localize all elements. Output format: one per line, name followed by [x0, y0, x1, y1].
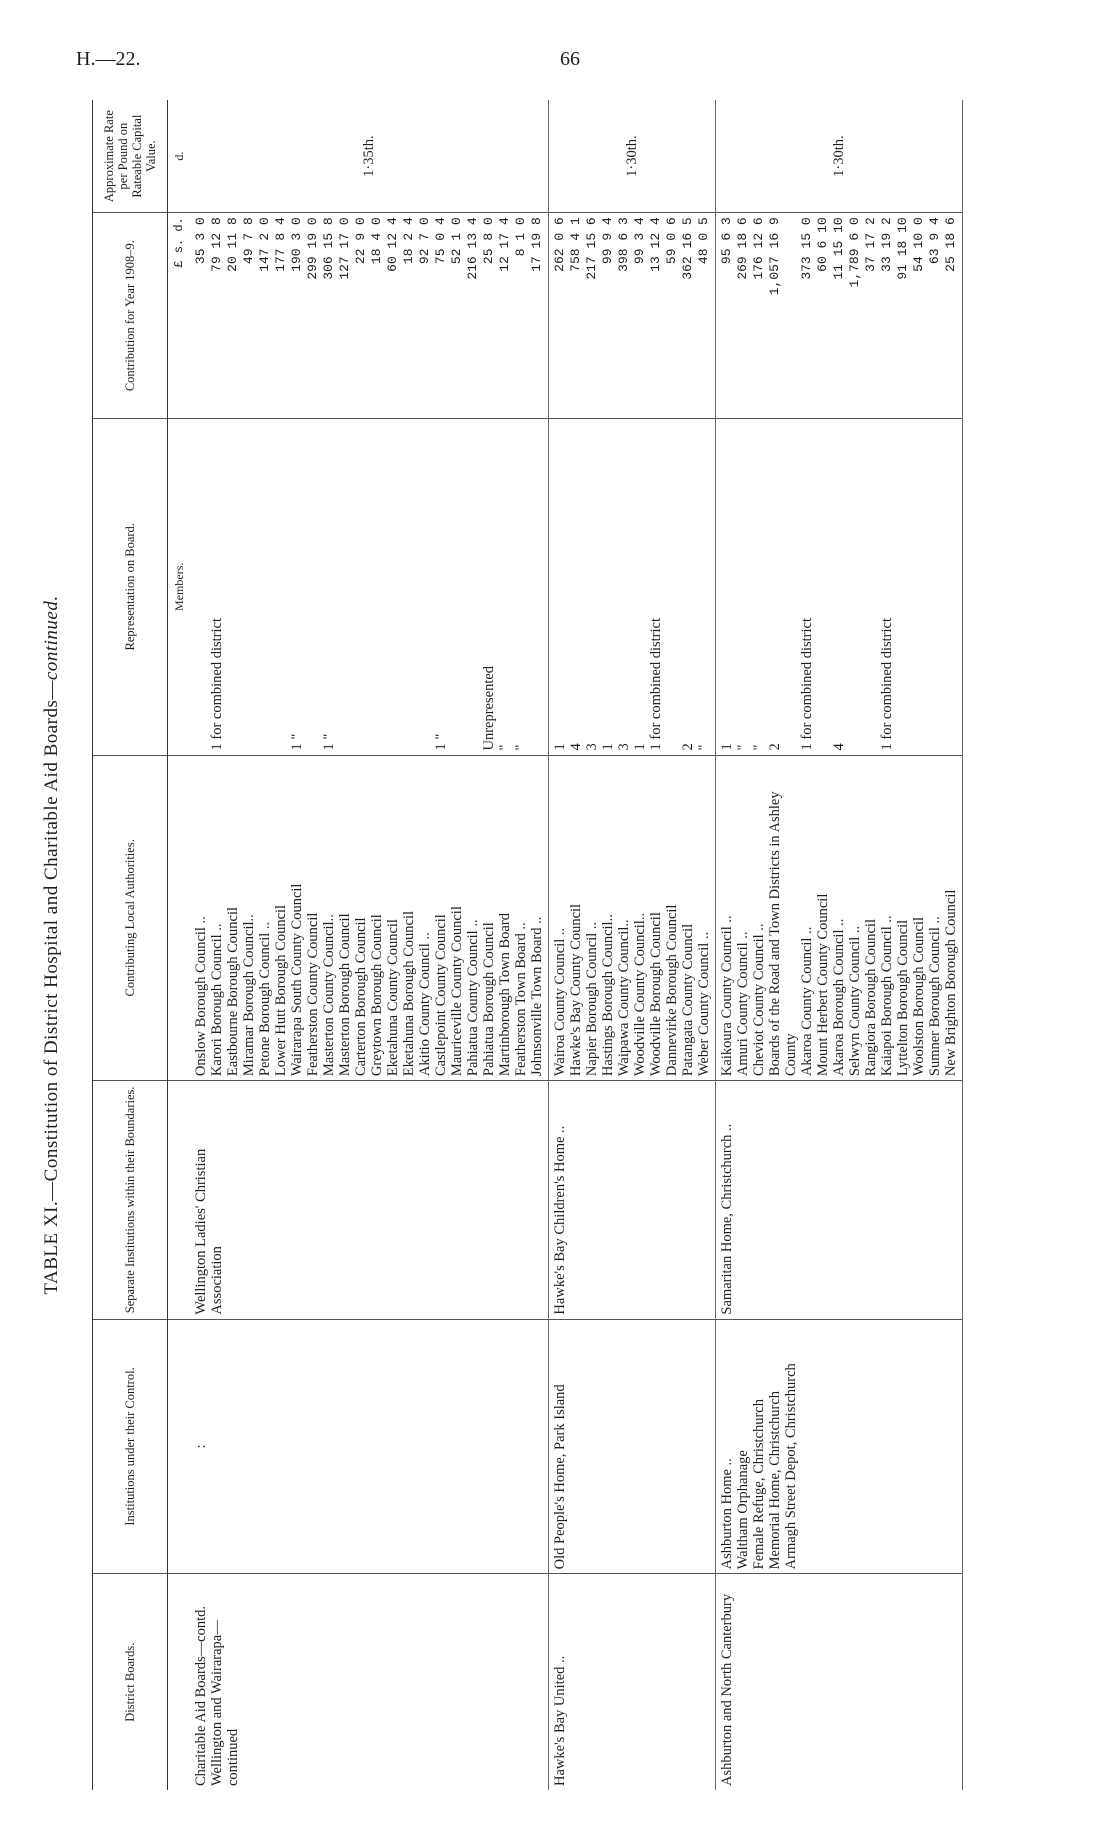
- representation-cell: 1 " " 2 1 for combined district 4 1 for combined district: [716, 419, 963, 755]
- col-local-authorities: Contributing Local Authorities.: [93, 755, 168, 1081]
- institutions-cell: Old People's Home, Park Island: [549, 1319, 716, 1574]
- title-continued: continued.: [41, 595, 62, 681]
- page-number: 66: [560, 48, 580, 70]
- contribution-cell: 35 3 0 79 12 8 20 11 8 49 7 8 147 2 0 177 8 4 190 3 0 299 19 0 306 15 8 127 17 0 22 9 0 18 4 0 60 12 4 18 2 4 92 7 0 75 0 4 52 1 0 216 13 4 25 8 0 12 17 4 8 1 0 17 19 8: [190, 213, 549, 419]
- table-row-wellington: [190, 100, 549, 1790]
- table-title: [41, 100, 62, 1790]
- units-row: [168, 100, 191, 1790]
- report-reference: H.—22.: [76, 48, 141, 70]
- rate-cell: 1·30th.: [549, 100, 716, 213]
- authorities-cell: Kaikoura County Council .. Amuri County Council .. Cheviot County Council .. Boards of the Road and Town Districts in Ashley County Akaroa County Council .. Mount Herbert County Council Akaroa Borough Council .. Selwyn County Council .. Rangiora Borough Council Kaiapoi Borough Council .. Lyttelton Borough Council Woolston Borough Council Sumner Borough Council .. New Brighton Borough Council: [716, 755, 963, 1081]
- table-row-ashburton: [716, 100, 963, 1790]
- representation-cell: 1 for combined district 1 " 1 " 1 " Unrepresented " ": [190, 419, 549, 755]
- authorities-cell: Wairoa County Council .. Hawke's Bay County Council Napier Borough Council .. Hastings Borough Council.. Waipawa County Council.. Woodville County Council.. Woodville Borough Council Dannevirke Borough Council Patangata County Council Weber County Council ..: [549, 755, 716, 1081]
- table-row-hawkes-bay: [549, 100, 716, 1790]
- separate-institutions-cell: Samaritan Home, Christchurch ..: [716, 1081, 963, 1319]
- col-separate-institutions: Separate Institutions within their Boundaries.: [93, 1081, 168, 1319]
- money-unit: £ s. d.: [168, 213, 191, 419]
- col-contribution: Contribution for Year 1908–9.: [93, 213, 168, 419]
- title-main: TABLE XI.—Constitution of District Hospital and Charitable Aid Boards—: [41, 680, 62, 1295]
- authorities-cell: Onslow Borough Council .. Karori Borough Council .. Eastbourne Borough Council Miramar Borough Council.. Petone Borough Council .. Lower Hutt Borough Council Wairarapa South County Council Featherston County Council Masterton County Council.. Masterton Borough Council Carterton Borough Council Greytown Borough Council Eketahuna County Council Eketahuna Borough Council Akitio County Council .. Castlepoint County Council Mauriceville County Council Pahiatua County Council .. Pahiatua Borough Council Martinborough Town Board Featherston Town Board .. Johnsonville Town Board ..: [190, 755, 549, 1081]
- district-board: Ashburton and North Canterbury: [716, 1574, 963, 1790]
- rotated-table-page: [41, 100, 1084, 1790]
- col-district-boards: District Boards.: [93, 1574, 168, 1790]
- table-header-row: [93, 100, 168, 1790]
- pence-unit: d.: [168, 100, 191, 213]
- representation-cell: 1 4 3 1 3 1 1 for combined district 2 ": [549, 419, 716, 755]
- rate-cell: 1·30th.: [716, 100, 963, 213]
- col-institutions: Institutions under their Control.: [93, 1319, 168, 1574]
- members-unit: Members.: [168, 419, 191, 755]
- institutions-cell: Ashburton Home .. Waltham Orphanage Female Refuge, Christchurch Memorial Home, Christchurch Armagh Street Depot, Christchurch: [716, 1319, 963, 1574]
- rate-cell: 1·35th.: [190, 100, 549, 213]
- district-board: Hawke's Bay United ..: [549, 1574, 716, 1790]
- col-representation: Representation on Board.: [93, 419, 168, 755]
- col-rate: Approximate Rate per Pound on Rateable Capital Value.: [93, 100, 168, 213]
- institutions-cell: :: [190, 1319, 549, 1574]
- separate-institutions-cell: Wellington Ladies' Christian Association: [190, 1081, 549, 1319]
- contribution-cell: 95 6 3 269 18 6 176 12 6 1,057 16 9 373 15 0 60 6 10 11 15 10 1,789 6 0 37 17 2 33 19 2 91 18 10 54 10 0 63 9 4 25 18 6: [716, 213, 963, 419]
- separate-institutions-cell: Hawke's Bay Children's Home ..: [549, 1081, 716, 1319]
- constitution-table: [92, 100, 963, 1790]
- contribution-cell: 262 0 6 758 4 1 217 15 6 99 9 4 398 6 3 99 3 4 13 12 4 59 0 6 362 16 5 48 0 5: [549, 213, 716, 419]
- district-board: Charitable Aid Boards—contd. Wellington and Wairarapa— continued: [190, 1574, 549, 1790]
